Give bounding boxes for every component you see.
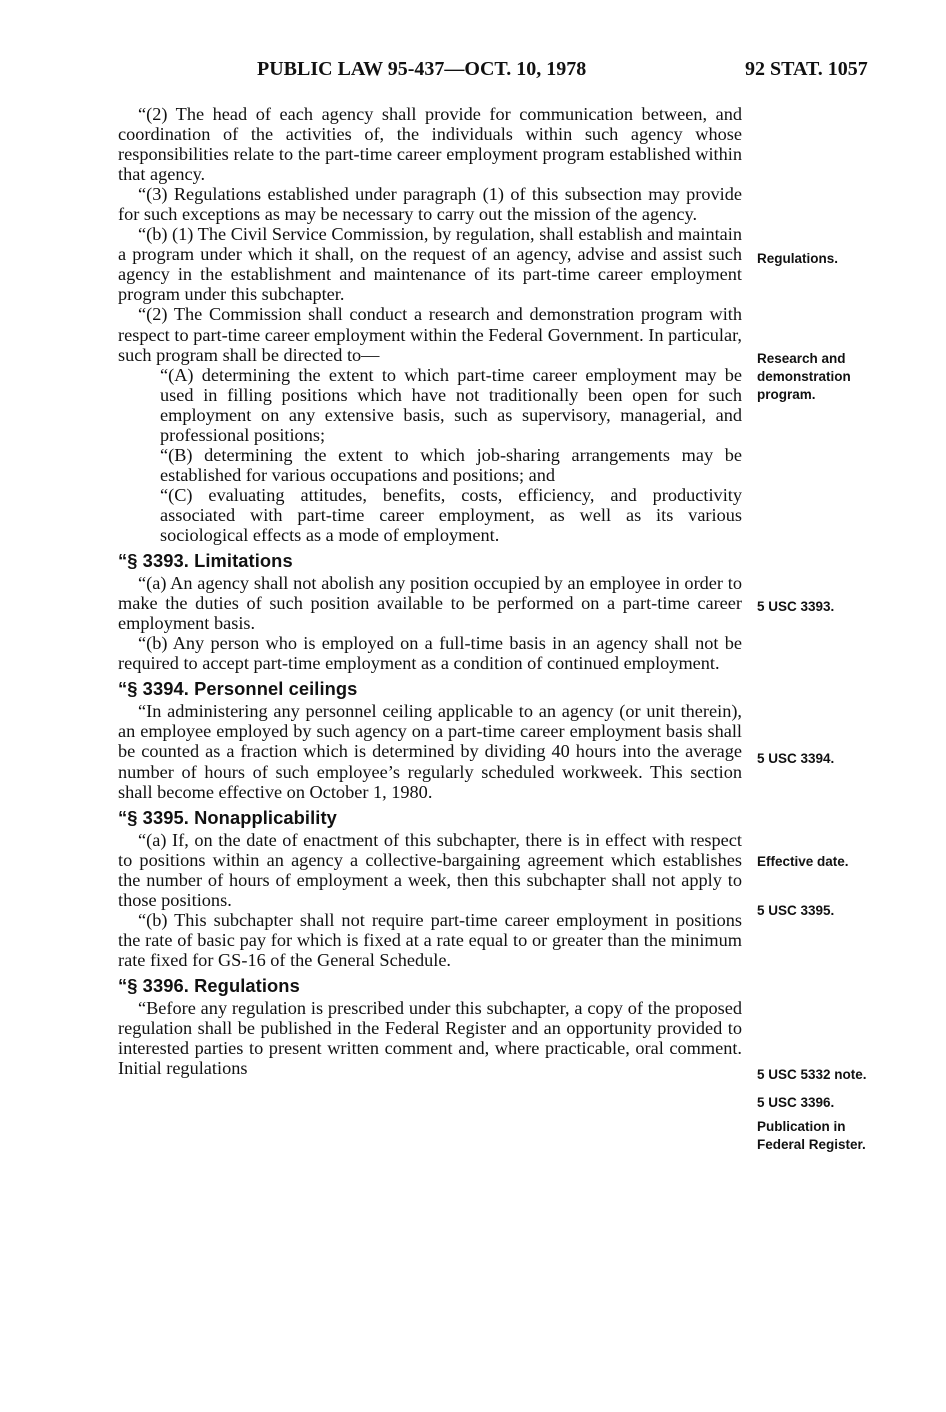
margin-note-publication <box>757 1118 917 1154</box>
page-header <box>0 58 946 88</box>
section-heading-3394: “§ 3394. Personnel ceilings <box>118 678 358 700</box>
paragraph-2-communication: “(2) The head of each agency shall provide for communication between, and coordination of the activities of, the individuals within such agency whose responsibilities relate to the part-time career employment program established within that agency. <box>118 104 742 185</box>
paragraph-3393-b: “(b) Any person who is employed on a full-time basis in an agency shall not be required to accept part-time employment as a condition of continued employment. <box>118 633 742 674</box>
margin-note-publication-line1: Publication in <box>757 1119 846 1134</box>
margin-note-regulations: Regulations. <box>757 251 839 266</box>
margin-note-research-line3: program. <box>757 387 816 402</box>
margin-note-research <box>757 350 917 404</box>
paragraph-3396: “Before any regulation is prescribed under this subchapter, a copy of the proposed regulation shall be published in the Federal Register and an opportunity provided to interested parties to present written comment and, where practicable, oral comment. Initial regulations <box>118 998 742 1079</box>
paragraph-b1-commission-program: “(b) (1) The Civil Service Commission, by regulation, shall establish and maintain a program under which it shall, on the request of an agency, advise and assist such agency in the establishment and maintenance of its part-time career employment program under this subchapter. <box>118 224 742 305</box>
section-heading-3393: “§ 3393. Limitations <box>118 550 293 572</box>
paragraph-b2-research: “(2) The Commission shall conduct a research and demonstration program with respect to part-time career employment within the Federal Government. In particular, such program shall be directed to— <box>118 304 742 365</box>
header-title: PUBLIC LAW 95-437—OCT. 10, 1978 <box>257 58 587 80</box>
margin-note-usc-5332: 5 USC 5332 note. <box>757 1067 867 1082</box>
margin-note-research-line2: demonstration <box>757 369 851 384</box>
margin-note-effective-date: Effective date. <box>757 854 849 869</box>
paragraph-3395-b: “(b) This subchapter shall not require part-time career employment in positions the rate of basic pay for which is fixed at a rate equal to or greater than the minimum rate fixed for GS-16 of the General Schedule. <box>118 909 742 970</box>
margin-note-publication-line2: Federal Register. <box>757 1137 866 1152</box>
paragraph-3395-a: “(a) If, on the date of enactment of this subchapter, there is in effect with respect to positions within an agency a collective-bargaining agreement which establishes the number of hours of employment a week, then this subchapter shall not apply to those positions. <box>118 829 742 910</box>
section-heading-3395: “§ 3395. Nonapplicability <box>118 806 337 828</box>
subparagraph-b: “(B) determining the extent to which job-sharing arrangements may be established for various occupations and positions; and <box>160 444 742 485</box>
subparagraph-a: “(A) determining the extent to which part-time career employment may be used in filling positions which have not traditionally been open for such employment on any extensive basis, such as supervisory, managerial, and professional positions; <box>160 364 742 445</box>
margin-note-usc-3396: 5 USC 3396. <box>757 1095 835 1110</box>
document-body <box>118 104 742 1078</box>
paragraph-3-exceptions: “(3) Regulations established under paragraph (1) of this subsection may provide for such exceptions as may be necessary to carry out the mission of the agency. <box>118 184 742 225</box>
margin-note-usc-3394: 5 USC 3394. <box>757 751 835 766</box>
paragraph-3394: “In administering any personnel ceiling applicable to an agency (or unit therein), an employee employed by such agency on a part-time career employment basis shall be counted as a fraction which is determined by dividing 40 hours into the average number of hours of such employee’s regularly scheduled workweek. This section shall become effective on October 1, 1980. <box>118 701 742 802</box>
section-heading-3396: “§ 3396. Regulations <box>118 974 300 996</box>
margin-note-usc-3395: 5 USC 3395. <box>757 903 835 918</box>
paragraph-3393-a: “(a) An agency shall not abolish any position occupied by an employee in order to make the duties of such position available to be performed on a part-time career employment basis. <box>118 573 742 634</box>
margin-note-research-line1: Research and <box>757 351 846 366</box>
margin-note-usc-3393: 5 USC 3393. <box>757 599 835 614</box>
header-stat-citation: 92 STAT. 1057 <box>745 58 868 80</box>
subparagraph-c: “(C) evaluating attitudes, benefits, costs, efficiency, and productivity associated with part-time career employment, as well as its various sociological effects as a mode of employment. <box>160 484 742 545</box>
